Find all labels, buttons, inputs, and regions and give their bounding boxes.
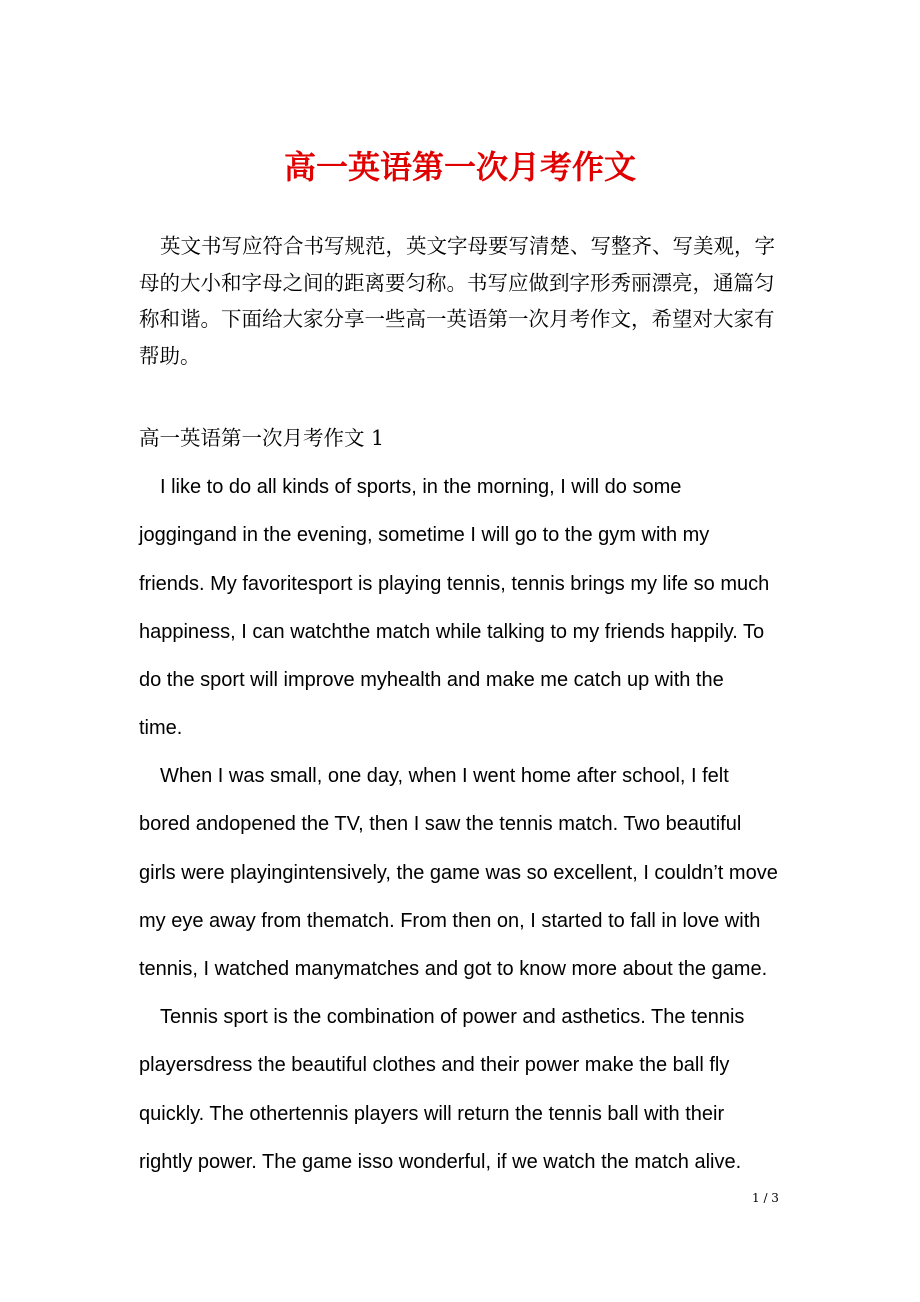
essay-paragraph-2: [139, 764, 778, 1005]
intro-line: 英文书写应符合书写规范，英文字母要写清楚、写整齐、写美观，: [160, 234, 755, 258]
intro-line: 字母的大小和字母之间的距离要匀称。书写应做到字形秀丽漂亮，通: [139, 234, 775, 295]
paragraph-line: rightly power. The game isso wonderful, if we watch the match alive.: [139, 1150, 742, 1173]
essay-paragraph-3: [139, 1005, 744, 1198]
paragraph-line: friends. My favoritesport is playing tennis, tennis brings my life so much: [139, 572, 770, 595]
intro-line: 篇匀称和谐。下面给大家分享一些高一英语第一次月考作文，希望对: [139, 270, 775, 331]
essay-heading: 高一英语第一次月考作文 1: [139, 426, 385, 450]
document-title: 高一英语第一次月考作文: [283, 148, 636, 186]
paragraph-line: Tennis sport is the combination of power and asthetics. The tennis: [160, 1006, 745, 1028]
paragraph-line: do the sport will improve myhealth and make me catch up with the: [139, 669, 724, 692]
intro-paragraph: [139, 228, 789, 374]
page-number: 1 / 3: [752, 1191, 779, 1205]
paragraph-line: my eye away from thematch. From then on, I started to fall in love with: [139, 909, 761, 932]
essay-paragraph-1: [139, 475, 769, 765]
paragraph-line: bored andopened the TV, then I saw the tennis match. Two beautiful: [139, 813, 742, 836]
paragraph-line: happiness, I can watchthe match while talking to my friends happily. To: [139, 620, 765, 643]
intro-line: 大家有帮助。: [139, 307, 775, 368]
paragraph-line: When I was small, one day, when I went home after school, I felt: [160, 765, 729, 787]
paragraph-line: time.: [139, 717, 183, 740]
paragraph-line: tennis, I watched manymatches and got to know more about the game.: [139, 958, 768, 981]
paragraph-line: quickly. The othertennis players will return the tennis ball with their: [139, 1102, 725, 1125]
paragraph-line: girls were playingintensively, the game was so excellent, I couldn’t move: [139, 861, 778, 884]
paragraph-line: joggingand in the evening, sometime I will go to the gym with my: [139, 524, 710, 547]
paragraph-line: I like to do all kinds of sports, in the morning, I will do some: [160, 476, 682, 498]
paragraph-line: playersdress the beautiful clothes and their power make the ball fly: [139, 1054, 730, 1077]
